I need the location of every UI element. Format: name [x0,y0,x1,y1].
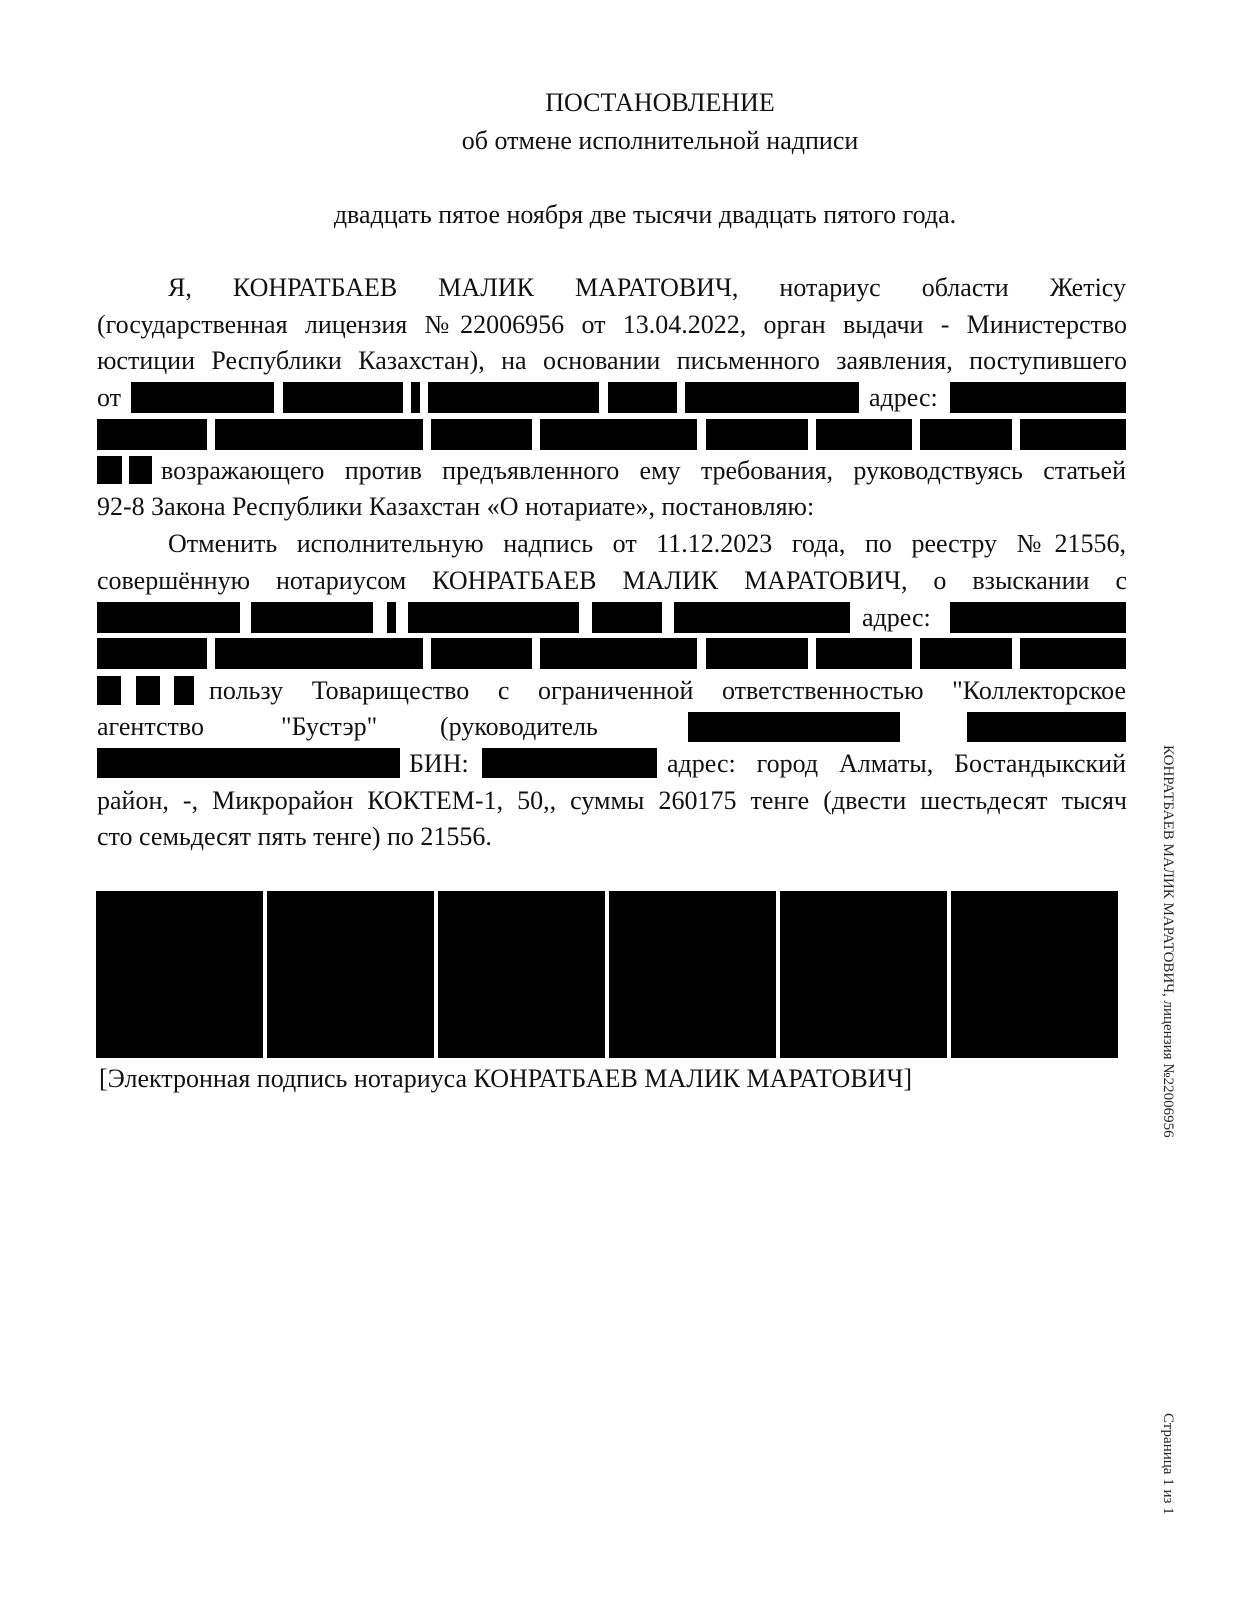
redaction-box [431,419,532,450]
signature-caption: [Электронная подпись нотариуса КОНРАТБАЕВ МАЛИК МАРАТОВИЧ] [99,1064,913,1093]
redaction-box [592,602,662,633]
redaction-box [251,602,373,633]
redaction-box [215,419,423,450]
paragraph1-line6: возражающего против предъявленного ему требования, руководствуясь статьей [161,456,1126,485]
page-number: Страница 1 из 1 [1160,1413,1176,1515]
redaction-box [129,456,152,484]
redaction-box [1020,638,1126,669]
paragraph2-agency-word: агентство [97,712,204,741]
document-date: двадцать пятое ноября две тысячи двадцать пятого года. [333,200,957,229]
paragraph2-line1: Отменить исполнительную надпись от 11.12.2023 года, по реестру №21556, [168,529,1126,558]
paragraph2-line5: пользу Товарищество с ограниченной ответственностью "Коллекторское [209,676,1126,705]
paragraph2-bin-label: БИН: [409,749,469,778]
redaction-box [816,419,912,450]
paragraph2-line9: сто семьдесят пять тенге) по 21556. [97,822,492,851]
redaction-box [408,602,579,633]
margin-license-note: КОНРАТБАЕВ МАЛИК МАРАТОВИЧ, лицензия №22006956 [1160,745,1176,1138]
redaction-box [688,712,900,742]
signature-redaction-block [267,891,434,1058]
redaction-box [97,748,400,778]
redaction-box [97,419,207,450]
paragraph2-line8: район, -, Микрорайон КОКТЕМ-1, 50,, суммы 260175 тенге (двести шестьдесят тысяч [97,786,1127,815]
redaction-box [540,419,697,450]
redaction-box [816,638,912,669]
paragraph1-line7: 92-8 Закона Республики Казахстан «О нотариате», постановляю: [97,492,815,521]
signature-redaction-block [609,891,776,1058]
redaction-box [950,602,1126,633]
redaction-box [411,382,420,413]
redaction-box [967,712,1126,742]
redaction-box [387,602,396,633]
redaction-box [482,748,657,778]
paragraph1-line2: (государственная лицензия №22006956 от 13.04.2022, орган выдачи - Министерство [97,310,1127,339]
redaction-box [608,382,677,413]
redaction-box [131,382,274,413]
paragraph1-address-label: адрес: [869,383,938,412]
signature-redaction-block [951,891,1118,1058]
paragraph2-line2: совершённую нотариусом КОНРАТБАЕВ МАЛИК МАРАТОВИЧ, о взыскании с [97,566,1127,595]
redaction-box [97,676,121,705]
paragraph1-line1: Я, КОНРАТБАЕВ МАЛИК МАРАТОВИЧ, нотариус области Жетісу [168,273,1126,302]
redaction-box [283,382,403,413]
paragraph2-line7-address: адрес: город Алматы, Бостандыкский [667,749,1126,778]
paragraph2-agency-name: "Бустэр" [281,712,378,741]
redaction-box [431,638,532,669]
redaction-box [136,676,160,705]
redaction-box [1020,419,1126,450]
paragraph2-director-label: (руководитель [440,712,598,741]
redaction-box [685,382,859,413]
signature-redaction-block [438,891,605,1058]
paragraph1-line3: юстиции Республики Казахстан), на основании письменного заявления, поступившего [97,346,1127,375]
redaction-box [706,419,808,450]
redaction-box [174,676,194,705]
redaction-box [97,456,122,484]
redaction-box [706,638,808,669]
redaction-box [950,382,1126,413]
redaction-box [97,602,240,633]
signature-redaction-block [780,891,947,1058]
redaction-box [920,638,1012,669]
paragraph2-address-label: адрес: [862,603,931,632]
redaction-box [215,638,423,669]
redaction-box [97,638,207,669]
document-subtitle: об отмене исполнительной надписи [461,126,859,155]
document-title: ПОСТАНОВЛЕНИЕ [545,88,775,117]
signature-redaction-block [96,891,263,1058]
redaction-box [920,419,1012,450]
redaction-box [540,638,697,669]
redaction-box [428,382,599,413]
redaction-box [674,602,850,633]
paragraph1-from-label: от [97,383,122,412]
